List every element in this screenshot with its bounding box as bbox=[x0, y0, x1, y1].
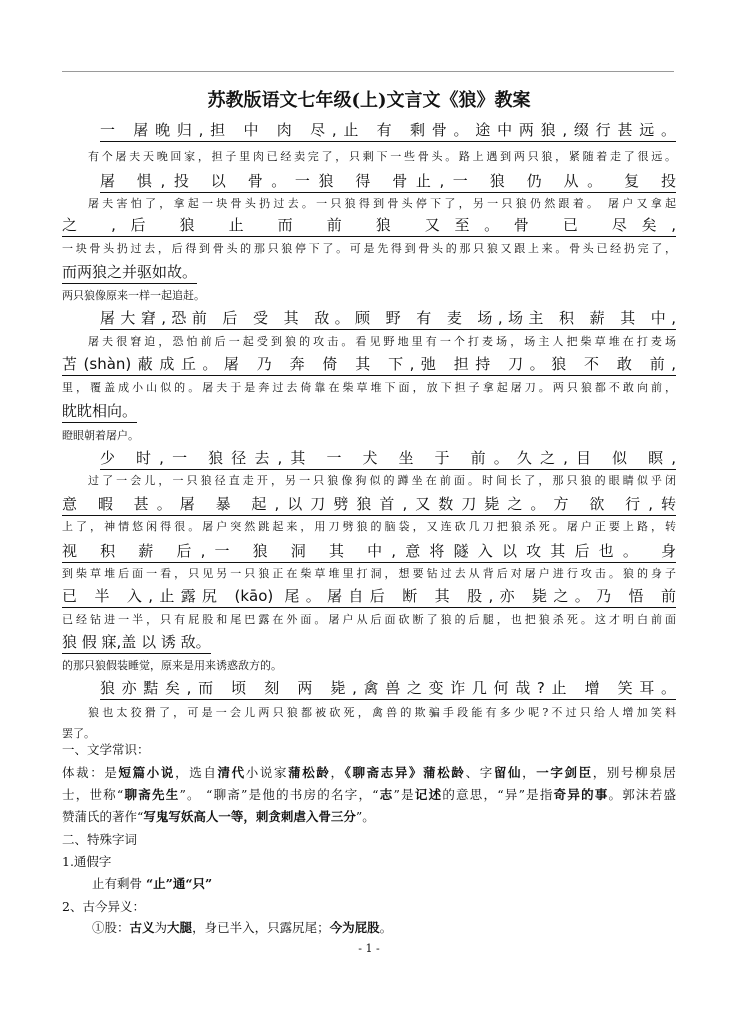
translation-line-5: 屠夫很窘迫，恐怕前后一起受到狼的攻击。看见野地里有一个打麦场，场主人把柴草堆在打麦场 bbox=[88, 335, 676, 348]
original-line-10: 视 积 薪 后,一 狼 洞 其 中,意将隧入以攻其后也。 身 bbox=[62, 540, 676, 563]
translation-line-9: 上了，神情悠闲得很。屠户突然跳起来，用刀劈狼的脑袋，又连砍几刀把狼杀死。屠户正要上路，转 bbox=[62, 520, 676, 533]
interchangeable-example: 止有剩骨 “止”通“只” bbox=[92, 876, 213, 891]
section-heading-literature: 一、文学常识： bbox=[62, 742, 150, 757]
original-line-9: 意 暇 甚。屠 暴 起,以刀劈狼首,又数刀毙之。方 欲 行,转 bbox=[62, 493, 676, 516]
literature-line-1: 体裁：是短篇小说，选自清代小说家蒲松龄，《聊斋志异》蒲松龄、字留仙，一字剑臣，别号柳泉居 bbox=[62, 765, 676, 780]
original-line-12: 狼 假 寐,盖 以 诱 敌。 bbox=[62, 631, 211, 654]
subheading-ancient-modern: 2、古今异义： bbox=[62, 899, 145, 914]
original-line-11: 已 半 入,止露尻 (kāo) 尾。屠自后 断 其 股,亦 毙之。乃 悟 前 bbox=[62, 585, 676, 608]
subheading-interchangeable: 1.通假字 bbox=[62, 854, 112, 869]
original-line-2: 屠 惧,投 以 骨。一狼 得 骨止,一 狼 仍 从。 复 投 bbox=[100, 170, 676, 193]
translation-line-2: 屠夫害怕了，拿起一块骨头扔过去。一只狼得到骨头停下了，另一只狼仍然跟着。 屠户又拿起 bbox=[88, 197, 676, 210]
original-line-6: 苫(shàn)蔽成丘。屠 乃 奔 倚 其 下,弛 担持 刀。狼 不 敢 前, bbox=[62, 353, 676, 376]
ancient-modern-example: ①股：古义为大腿，身已半入，只露尻尾；今为屁股。 bbox=[92, 920, 393, 935]
translation-line-13b: 罢了。 bbox=[62, 727, 95, 740]
translation-line-7: 瞪眼朝着屠户。 bbox=[62, 429, 139, 442]
original-line-5: 屠大窘,恐前 后 受 其 敌。顾 野 有 麦 场,场主 积 薪 其 中, bbox=[100, 307, 676, 330]
translation-line-3: 一块骨头扔过去，后得到骨头的那只狼停下了。可是先得到骨头的那只狼又跟上来。骨头已经扔完了， bbox=[62, 242, 676, 255]
translation-line-6: 里，覆盖成小山似的。屠夫于是奔过去倚靠在柴草堆下面，放下担子拿起屠刀。两只狼都不敢向前， bbox=[62, 381, 676, 394]
original-line-3: 之 ,后 狼 止 而 前 狼 又至。骨 已 尽矣, bbox=[62, 214, 676, 237]
page-number: - 1 - bbox=[358, 942, 380, 955]
section-heading-special-words: 二、特殊字词 bbox=[62, 832, 138, 847]
literature-line-3: 赞蒲氏的著作“写鬼写妖高人一等，刺贪刺虐入骨三分”。 bbox=[62, 809, 375, 824]
translation-line-10: 到柴草堆后面一看，只见另一只狼正在柴草堆里打洞，想要钻过去从背后对屠户进行攻击。狼的身子 bbox=[62, 567, 676, 580]
translation-line-13a: 狼也太狡猾了，可是一会儿两只狼都被砍死，禽兽的欺骗手段能有多少呢?不过只给人增加笑料 bbox=[88, 706, 676, 719]
translation-line-11: 已经钻进一半，只有屁股和尾巴露在外面。屠户从后面砍断了狼的后腿，也把狼杀死。这才明白前面 bbox=[62, 613, 676, 626]
original-line-7: 眈眈相向。 bbox=[62, 400, 137, 423]
original-line-1: 一 屠晚归,担 中 肉 尽,止 有 剩骨。途中两狼,缀行甚远。 bbox=[100, 119, 676, 142]
original-line-4: 而两狼之并驱如故。 bbox=[62, 261, 197, 284]
original-line-13: 狼亦黠矣,而 顷 刻 两 毙,禽兽之变诈几何哉?止 增 笑耳。 bbox=[100, 677, 676, 700]
translation-line-1: 有个屠夫天晚回家，担子里肉已经卖完了，只剩下一些骨头。路上遇到两只狼，紧随着走了很远。 bbox=[88, 150, 676, 163]
header-rule bbox=[62, 71, 674, 72]
translation-line-12: 的那只狼假装睡觉，原来是用来诱惑敌方的。 bbox=[62, 659, 282, 672]
literature-line-2: 士，世称“聊斋先生”。 “聊斋”是他的书房的名字，“志”是记述的意思，“异”是指奇异的事。郭沫若盛 bbox=[62, 787, 676, 802]
translation-line-4: 两只狼像原来一样一起追赶。 bbox=[62, 289, 205, 302]
page-title: 苏教版语文七年级(上)文言文《狼》教案 bbox=[207, 90, 531, 111]
translation-line-8: 过了一会儿，一只狼径直走开，另一只狼像狗似的蹲坐在前面。时间长了，那只狼的眼睛似乎闭 bbox=[88, 474, 676, 487]
original-line-8: 少 时,一 狼径去,其 一 犬 坐 于 前。久之,目 似 瞑, bbox=[100, 447, 676, 470]
